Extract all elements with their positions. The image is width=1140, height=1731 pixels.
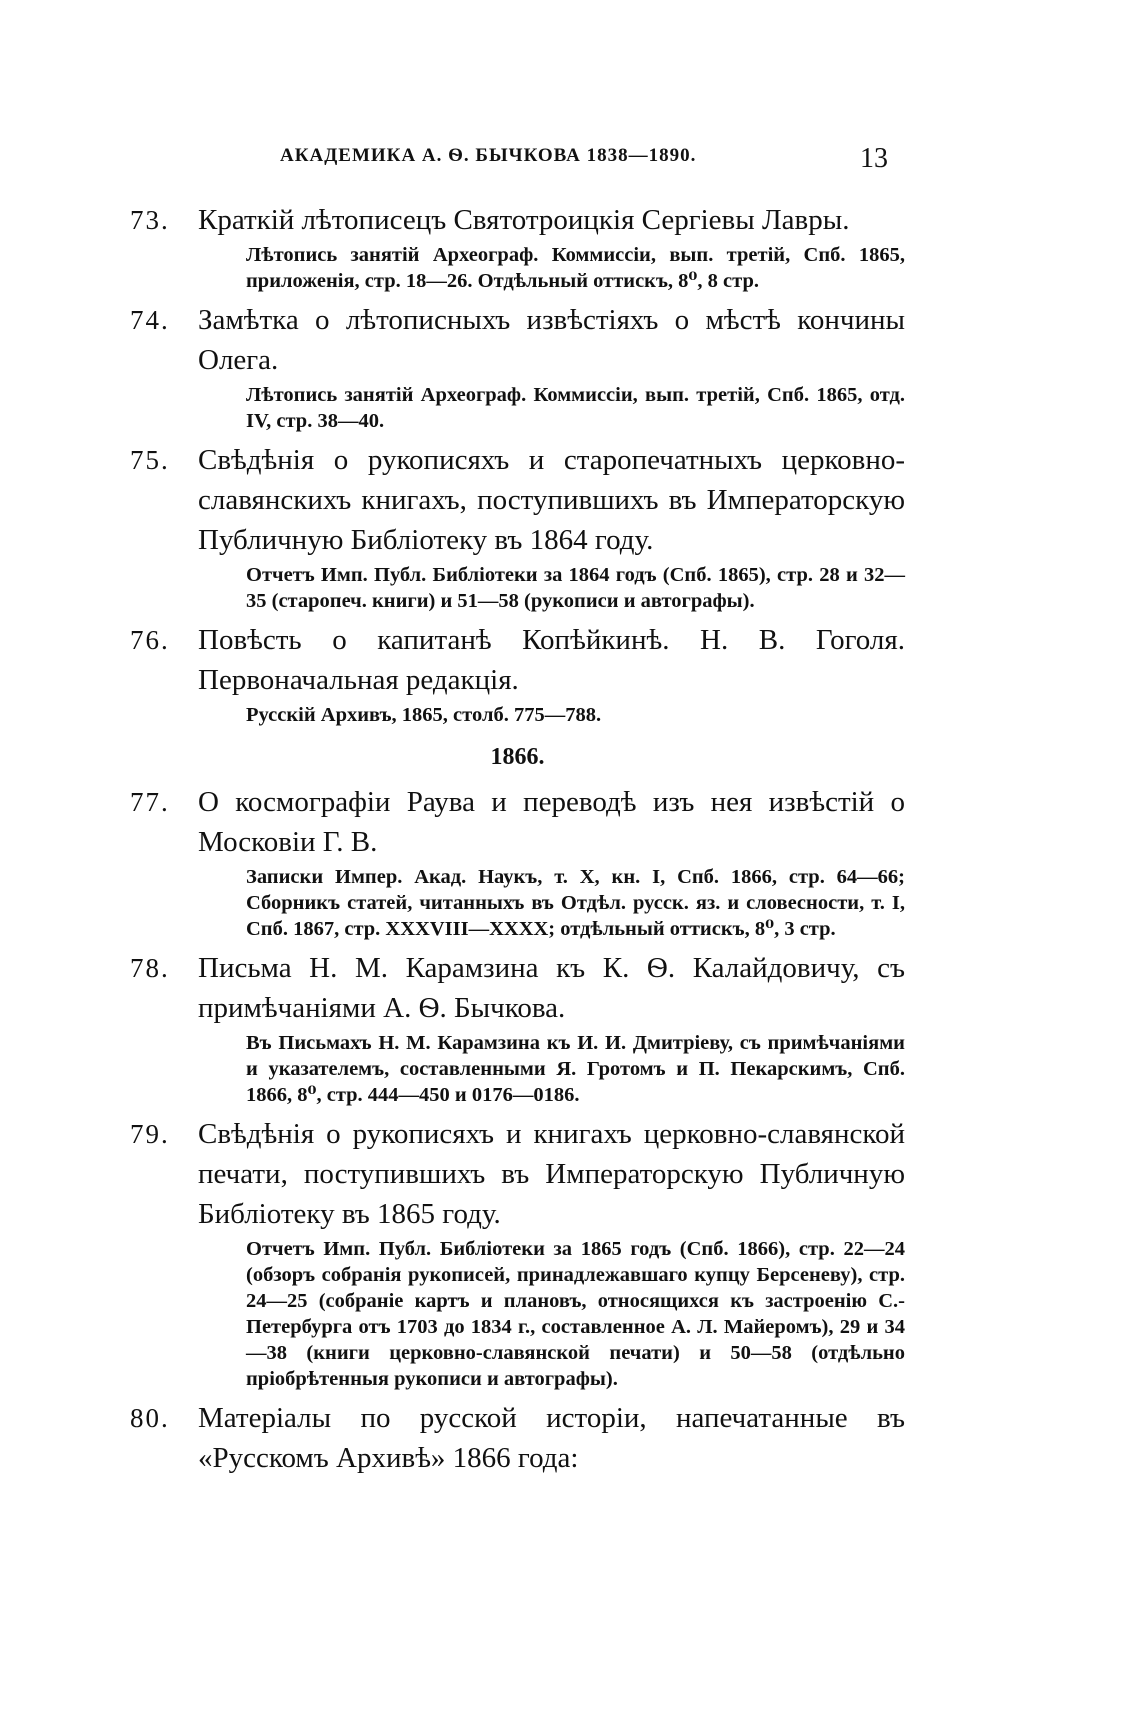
- entry-number: 76.: [130, 625, 170, 655]
- page-number: 13: [860, 143, 888, 174]
- entry-source: Лѣтопись занятій Археограф. Коммиссіи, вып. третій, Спб. 1865, отд. IV, стр. 38—40.: [246, 384, 905, 432]
- bibliography-entry-76: [130, 620, 905, 728]
- running-head: АКАДЕМИКА А. Ѳ. БЫЧКОВА 1838—1890.: [280, 145, 697, 166]
- entry-source: Отчетъ Имп. Публ. Библіотеки за 1865 годъ (Спб. 1866), стр. 22—24 (обзоръ собранія рукописей, принадлежавшаго купцу Берсеневу), стр. 24—25 (собраніе картъ и плановъ, относящихся къ застроенію С.-Петербурга отъ 1703 до 1834 г., составленное А. Л. Майеромъ), 29 и 34—38 (книги церковно-славянской печати) и 50—58 (отдѣльно пріобрѣтенныя рукописи и автографы).: [246, 1238, 905, 1390]
- bibliography-entry-77: [130, 782, 905, 942]
- entry-number: 74.: [130, 305, 170, 335]
- entry-title: Замѣтка о лѣтописныхъ извѣстіяхъ о мѣстѣ кончины Олега.: [198, 304, 905, 376]
- bibliography-entry-80: [130, 1398, 905, 1478]
- bibliography-entry-75: [130, 440, 905, 614]
- entry-source: Записки Импер. Акад. Наукъ, т. X, кн. I, Спб. 1866, стр. 64—66; Сборникъ статей, читанныхъ въ Отдѣл. русск. яз. и словесности, т. I, Спб. 1867, стр. XXXVIII—XXXX; отдѣльный оттискъ, 8⁰, 3 стр.: [246, 866, 905, 940]
- entry-number: 79.: [130, 1119, 170, 1149]
- entry-source: Въ Письмахъ Н. М. Карамзина къ И. И. Дмитріеву, съ примѣчаніями и указателемъ, составленными Я. Гротомъ и П. Пекарскимъ, Спб. 1866, 8⁰, стр. 444—450 и 0176—0186.: [246, 1032, 905, 1106]
- entry-title: Письма Н. М. Карамзина къ К. Ѳ. Калайдовичу, съ примѣчаніями А. Ѳ. Бычкова.: [198, 952, 905, 1024]
- bibliography-entry-79: [130, 1114, 905, 1392]
- entry-title: О космографіи Раува и переводѣ изъ нея извѣстій о Московіи Г. В.: [198, 786, 905, 858]
- entry-number: 78.: [130, 953, 170, 983]
- year-heading: 1866.: [490, 744, 545, 770]
- bibliography-entry-78: [130, 948, 905, 1108]
- entry-title: Краткій лѣтописецъ Святотроицкія Сергіевы Лавры.: [198, 204, 850, 236]
- entry-source: Русскій Архивъ, 1865, столб. 775—788.: [246, 704, 602, 726]
- entry-number: 75.: [130, 445, 170, 475]
- entry-source: Лѣтопись занятій Археограф. Коммиссіи, вып. третій, Спб. 1865, приложенія, стр. 18—26. Отдѣльный оттискъ, 8⁰, 8 стр.: [246, 244, 905, 292]
- entry-title: Повѣсть о капитанѣ Копѣйкинѣ. Н. В. Гоголя. Первоначальная редакція.: [198, 624, 905, 696]
- entry-number: 80.: [130, 1403, 170, 1433]
- bibliography-entry-73: [130, 200, 905, 294]
- bibliography-entry-74: [130, 300, 905, 434]
- entry-number: 77.: [130, 787, 170, 817]
- entry-title: Свѣдѣнія о рукописяхъ и старопечатныхъ церковно-славянскихъ книгахъ, поступившихъ въ Императорскую Публичную Библіотеку въ 1864 году.: [198, 444, 905, 556]
- entry-source: Отчетъ Имп. Публ. Библіотеки за 1864 годъ (Спб. 1865), стр. 28 и 32—35 (старопеч. книги) и 51—58 (рукописи и автографы).: [246, 564, 905, 612]
- entry-title: Матеріалы по русской исторіи, напечатанные въ «Русскомъ Архивѣ» 1866 года:: [198, 1402, 905, 1474]
- entry-number: 73.: [130, 205, 170, 235]
- bibliography-list: [130, 200, 905, 1478]
- entry-title: Свѣдѣнія о рукописяхъ и книгахъ церковно-славянской печати, поступившихъ въ Императорскую Публичную Библіотеку въ 1865 году.: [198, 1118, 905, 1230]
